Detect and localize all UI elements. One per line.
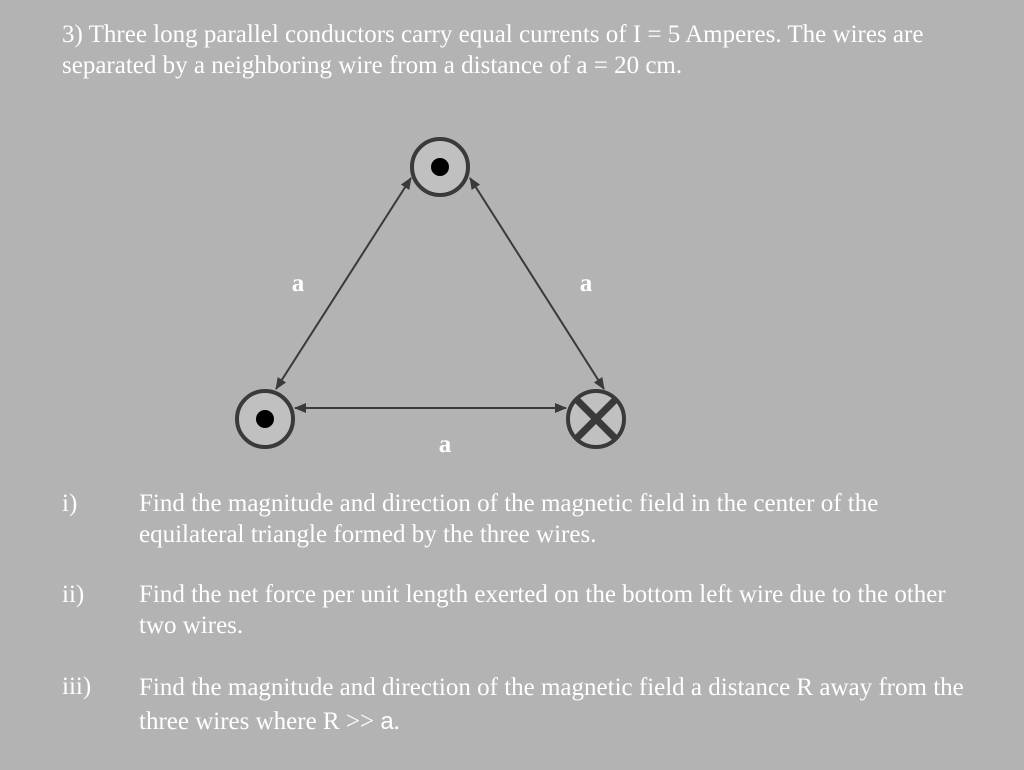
question-2-number: ii) [62,581,85,608]
question-3-number: iii) [62,673,92,700]
out-of-page-dot-icon [431,158,449,176]
top-wire-out-of-page [412,139,468,195]
question-3-symbol-a: a [380,708,394,735]
question-2-line-2: two wires. [139,612,244,639]
problem-line-1: 3) Three long parallel conductors carry equal currents of I = 5 Amperes. The wires are [62,21,924,48]
question-2-line-1: Find the net force per unit length exerted on the bottom left wire due to the other [139,581,946,608]
bottom-side-label: a [438,431,452,458]
problem-line-2: separated by a neighboring wire from a distance of a = 20 cm. [62,52,683,79]
left-side-label: a [291,270,305,297]
question-3-line-2-suffix: . [393,708,400,735]
bottom-left-wire-out-of-page [237,391,293,447]
right-side-label: a [579,270,593,297]
question-1-line-2: equilateral triangle formed by the three wires. [139,521,597,548]
question-3-text [139,671,1009,739]
question-1-text [139,488,1009,550]
bottom-right-wire-into-page [568,391,624,447]
out-of-page-dot-icon [256,410,274,428]
question-1-number: i) [62,490,78,517]
question-2-text [139,579,1009,641]
question-1-line-1: Find the magnitude and direction of the magnetic field in the center of the [139,490,879,517]
question-3-line-1: Find the magnitude and direction of the magnetic field a distance R away from the [139,674,964,701]
question-3-line-2-prefix: three wires where R >> [139,708,381,735]
